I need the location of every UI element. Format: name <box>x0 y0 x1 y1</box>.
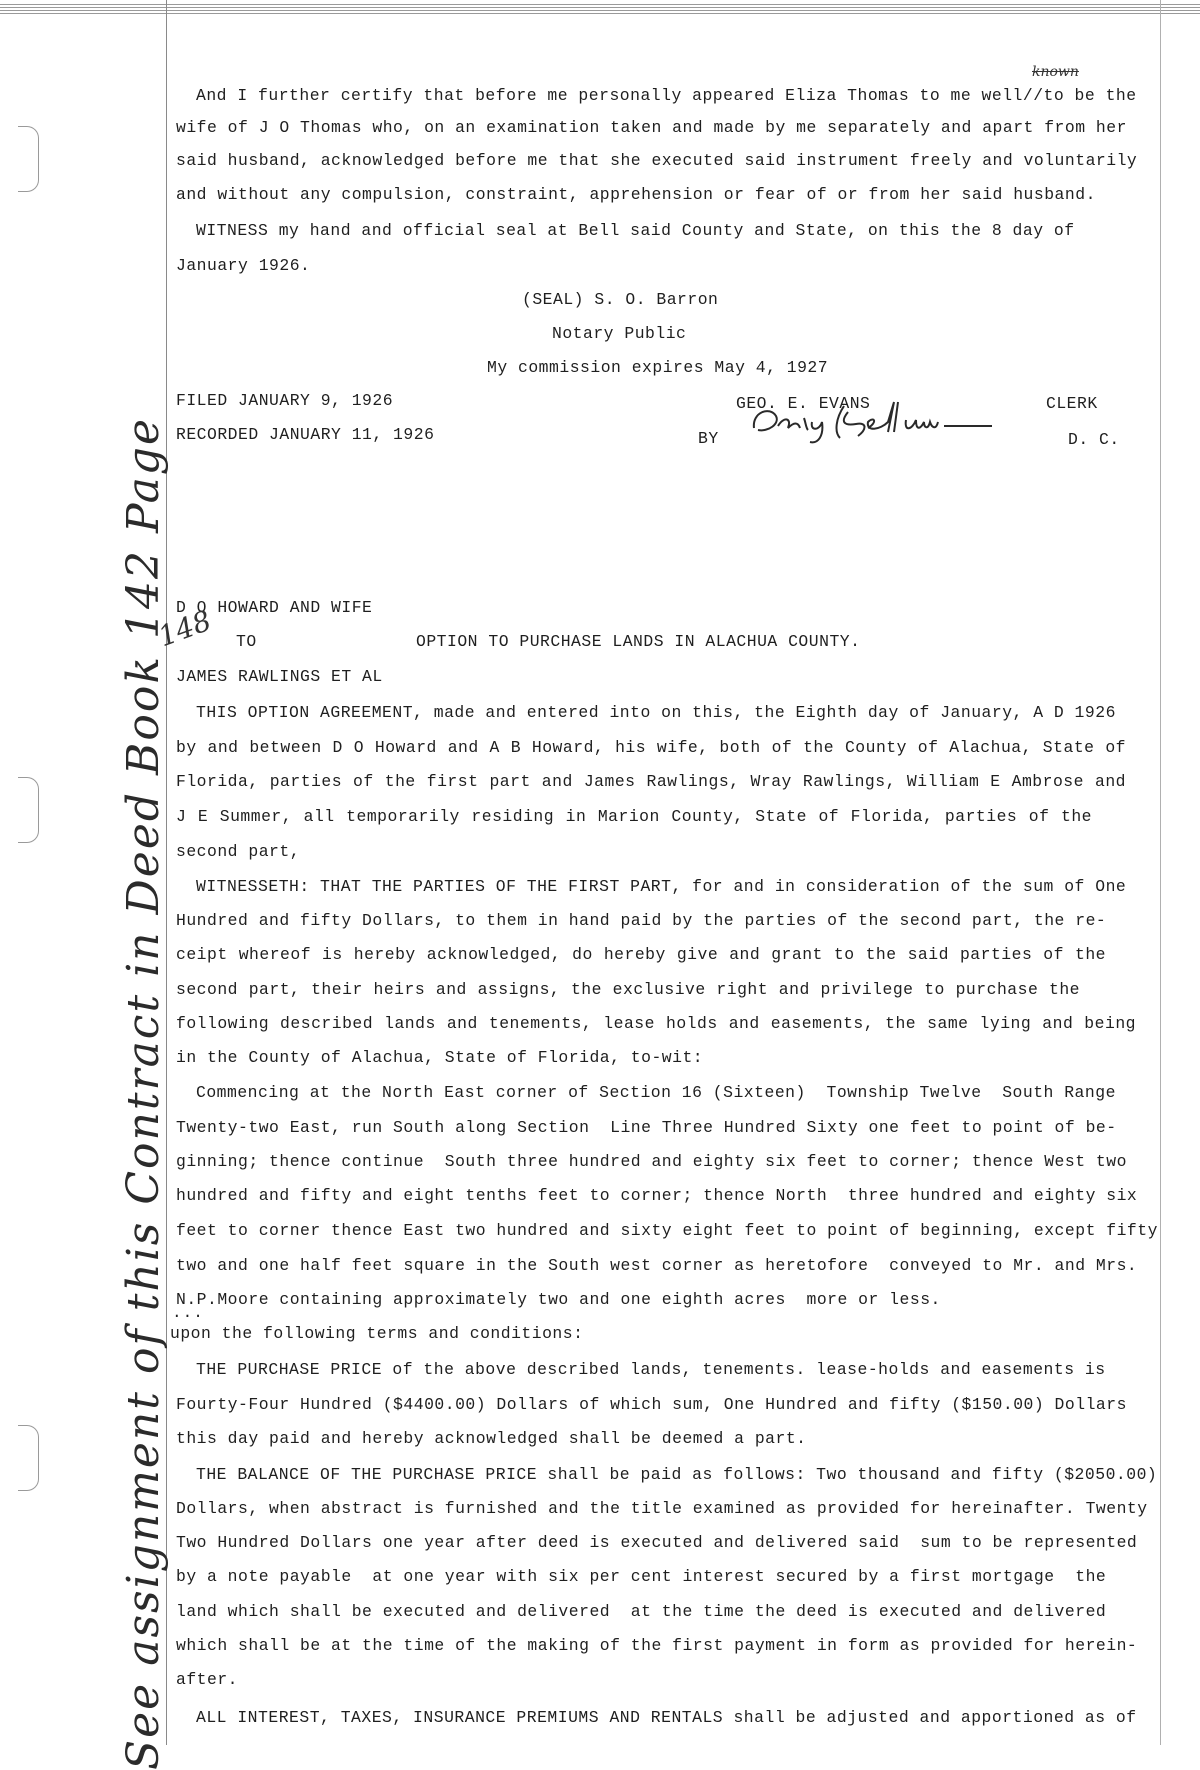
body-line: Commencing at the North East corner of Section 16 (Sixteen) Township Twelve South Range <box>196 1083 1116 1102</box>
body-line: THE BALANCE OF THE PURCHASE PRICE shall be paid as follows: Two thousand and fifty ($2050.00) <box>196 1465 1158 1484</box>
body-line: THIS OPTION AGREEMENT, made and entered into on this, the Eighth day of January, A D 1926 <box>196 703 1116 722</box>
top-rule <box>0 4 1200 5</box>
certificate-line: wife of J O Thomas who, on an examination taken and made by me separately and apart from her <box>176 118 1127 137</box>
body-line: after. <box>176 1670 239 1689</box>
binder-hole <box>18 777 39 843</box>
by-label: BY <box>698 429 719 448</box>
right-margin-rule <box>1160 0 1161 1745</box>
body-line: in the County of Alachua, State of Florida, to-wit: <box>176 1048 704 1067</box>
document-title: OPTION TO PURCHASE LANDS IN ALACHUA COUNTY. <box>416 632 861 651</box>
body-line: Fourty-Four Hundred ($4400.00) Dollars of which sum, One Hundred and fifty ($150.00) Dollars <box>176 1395 1127 1414</box>
body-line: hundred and fifty and eight tenths feet to corner; thence North three hundred and eighty six <box>176 1186 1138 1205</box>
certificate-line: WITNESS my hand and official seal at Bell said County and State, on this the 8 day of <box>196 221 1075 240</box>
notary-seal-line: (SEAL) S. O. Barron <box>522 290 719 309</box>
body-line: this day paid and hereby acknowledged shall be deemed a part. <box>176 1429 807 1448</box>
body-line: upon the following terms and conditions: <box>170 1324 584 1343</box>
body-line: J E Summer, all temporarily residing in Marion County, State of Florida, parties of the <box>176 807 1092 826</box>
signature-graphic <box>748 392 998 448</box>
top-rule <box>0 7 1200 8</box>
body-line: WITNESSETH: THAT THE PARTIES OF THE FIRST PART, for and in consideration of the sum of One <box>196 877 1127 896</box>
body-line: Hundred and fifty Dollars, to them in hand paid by the parties of the second part, the re- <box>176 911 1107 930</box>
body-line: land which shall be executed and delivered at the time the deed is executed and delivered <box>176 1602 1107 1621</box>
grantee-party: JAMES RAWLINGS ET AL <box>176 667 383 686</box>
body-line: Florida, parties of the first part and James Rawlings, Wray Rawlings, William E Ambrose and <box>176 772 1126 791</box>
body-line: Dollars, when abstract is furnished and the title examined as provided for hereinafter. Twenty <box>176 1499 1148 1518</box>
body-line: which shall be at the time of the making of the first payment in form as provided for herein- <box>176 1636 1138 1655</box>
body-line: ALL INTEREST, TAXES, INSURANCE PREMIUMS AND RENTALS shall be adjusted and apportioned as of <box>196 1708 1137 1727</box>
body-line: Two Hundred Dollars one year after deed is executed and delivered said sum to be represented <box>176 1533 1138 1552</box>
clerk-title: CLERK <box>1046 394 1098 413</box>
margin-handwritten-note: See assignment of this Contract in Deed Book 142 Page <box>118 416 169 1770</box>
ellipsis-mark: ... <box>172 1304 204 1322</box>
filed-date: FILED JANUARY 9, 1926 <box>176 391 394 410</box>
grantor-party: D O HOWARD AND WIFE <box>176 598 373 617</box>
certificate-line: January 1926. <box>176 256 311 275</box>
top-rule <box>0 10 1200 11</box>
body-line: two and one half feet square in the South west corner as heretofore conveyed to Mr. and Mrs. <box>176 1256 1138 1275</box>
binder-hole <box>18 126 39 192</box>
body-line: second part, <box>176 842 301 861</box>
clerk-signature <box>748 392 998 453</box>
margin-instrument-number: 148 <box>153 603 216 654</box>
top-rule <box>0 13 1200 14</box>
clerk-name: GEO. E. EVANS <box>736 394 871 413</box>
recorded-date: RECORDED JANUARY 11, 1926 <box>176 425 435 444</box>
deputy-clerk-title: D. C. <box>1068 430 1120 449</box>
body-line: second part, their heirs and assigns, the exclusive right and privilege to purchase the <box>176 980 1080 999</box>
body-line: by a note payable at one year with six per cent interest secured by a first mortgage the <box>176 1567 1107 1586</box>
notary-title: Notary Public <box>552 324 687 343</box>
binder-hole <box>18 1425 39 1491</box>
body-line: ginning; thence continue South three hundred and eighty six feet to corner; thence West two <box>176 1152 1127 1171</box>
body-line: by and between D O Howard and A B Howard, his wife, both of the County of Alachua, State of <box>176 738 1126 757</box>
body-line: THE PURCHASE PRICE of the above described lands, tenements. lease-holds and easements is <box>196 1360 1106 1379</box>
notary-commission: My commission expires May 4, 1927 <box>487 358 829 377</box>
certificate-line: and without any compulsion, constraint, apprehension or fear of or from her said husband. <box>176 185 1096 204</box>
body-line: feet to corner thence East two hundred and sixty eight feet to point of beginning, except fifty <box>176 1221 1158 1240</box>
certificate-line: And I further certify that before me personally appeared Eliza Thomas to me well//to be the <box>196 86 1137 105</box>
to-label: TO <box>236 632 257 651</box>
interlineation-known: known <box>1032 64 1079 80</box>
body-line: following described lands and tenements, lease holds and easements, the same lying and being <box>176 1014 1136 1033</box>
body-line: N.P.Moore containing approximately two and one eighth acres more or less. <box>176 1290 941 1309</box>
body-line: Twenty-two East, run South along Section Line Three Hundred Sixty one feet to point of be- <box>176 1118 1117 1137</box>
certificate-line: said husband, acknowledged before me that she executed said instrument freely and voluntarily <box>176 151 1138 170</box>
body-line: ceipt whereof is hereby acknowledged, do hereby give and grant to the said parties of the <box>176 945 1106 964</box>
